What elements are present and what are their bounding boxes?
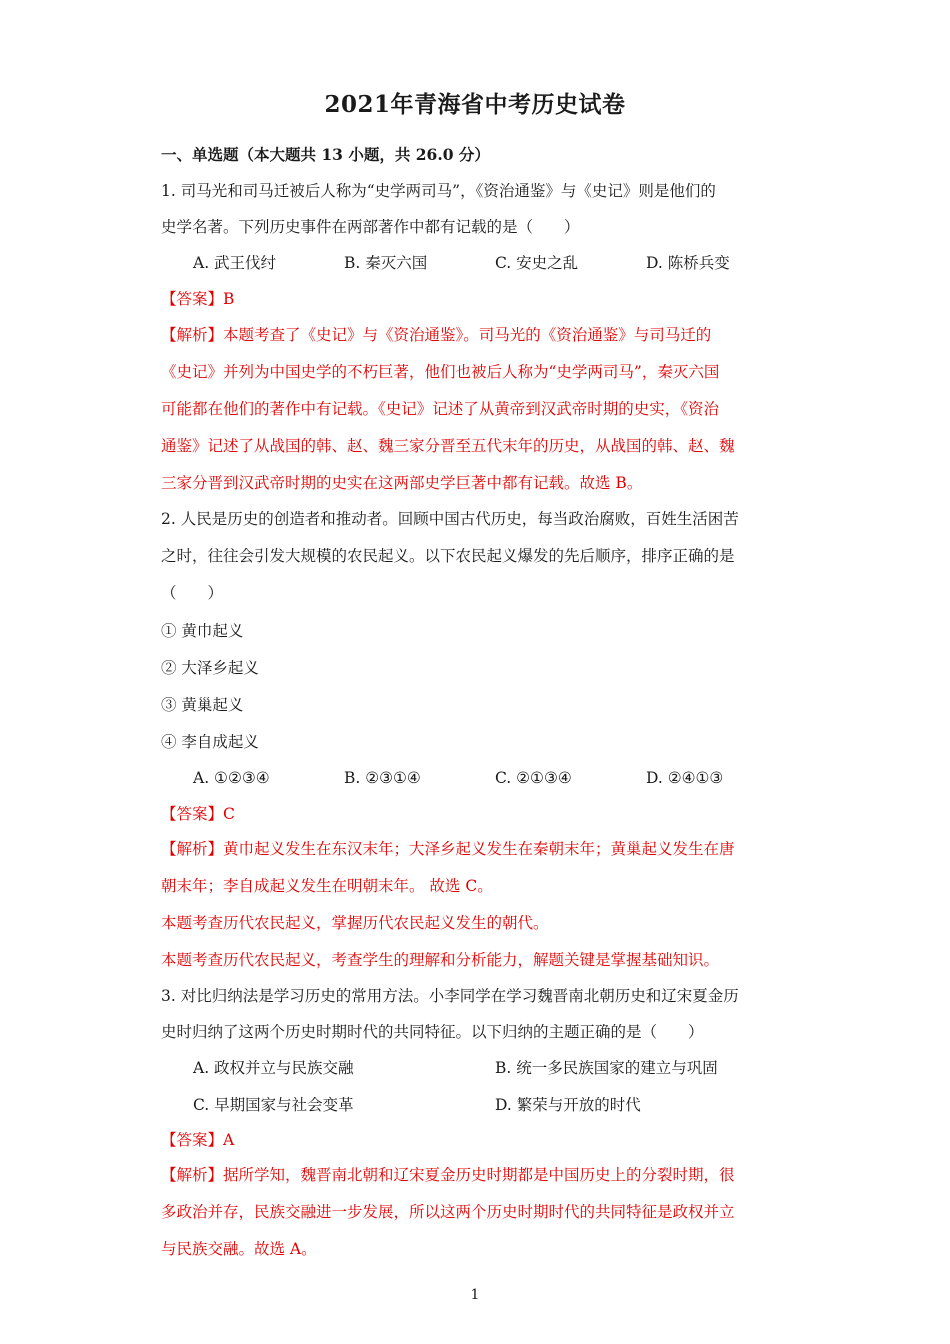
q3-analysis-line-2: 多政治并存，民族交融进一步发展，所以这两个历史时期时代的共同特征是政权并立 <box>161 1203 735 1221</box>
q1-analysis-line-4: 通鉴》记述了从战国的韩、赵、魏三家分晋至五代末年的历史，从战国的韩、赵、魏 <box>161 437 735 455</box>
q2-stem-line-2: 之时，往往会引发大规模的农民起义。以下农民起义爆发的先后顺序，排序正确的是 <box>161 547 735 565</box>
q1-answer: 【答案】B <box>161 290 235 308</box>
q3-option-a: A. 政权并立与民族交融 <box>193 1059 354 1077</box>
q2-option-d: D. ②④①③ <box>646 769 724 787</box>
q1-analysis-line-3: 可能都在他们的著作中有记载。《史记》记述了从黄帝到汉武帝时期的史实，《资治 <box>161 400 720 418</box>
q3-stem-line-2: 史时归纳了这两个历史时期时代的共同特征。以下归纳的主题正确的是（ ） <box>161 1023 704 1041</box>
q1-analysis-line-5: 三家分晋到汉武帝时期的史实在这两部史学巨著中都有记载。故选 B。 <box>161 474 643 492</box>
q1-stem-line-2: 史学名著。下列历史事件在两部著作中都有记载的是（ ） <box>161 218 580 236</box>
q1-option-b: B. 秦灭六国 <box>344 254 428 272</box>
q2-item-2: ② 大泽乡起义 <box>161 659 259 677</box>
q2-answer: 【答案】C <box>161 805 235 823</box>
q2-item-1: ① 黄巾起义 <box>161 622 244 640</box>
q2-option-c: C. ②①③④ <box>495 769 572 787</box>
q1-stem-line-1: 1. 司马光和司马迁被后人称为“史学两司马”，《资治通鉴》与《史记》则是他们的 <box>161 182 716 200</box>
q1-option-d: D. 陈桥兵变 <box>646 254 730 272</box>
q2-stem-line-3: （ ） <box>161 584 224 602</box>
q2-item-3: ③ 黄巢起义 <box>161 696 244 714</box>
q2-analysis-line-2: 朝末年；李自成起义发生在明朝末年。 故选 C。 <box>161 877 493 895</box>
q2-option-a: A. ①②③④ <box>193 769 270 787</box>
q3-option-d: D. 繁荣与开放的时代 <box>495 1096 641 1114</box>
q3-option-b: B. 统一多民族国家的建立与巩固 <box>495 1059 718 1077</box>
q1-option-a: A. 武王伐纣 <box>193 254 277 272</box>
q2-stem-line-1: 2. 人民是历史的创造者和推动者。回顾中国古代历史，每当政治腐败，百姓生活困苦 <box>161 510 739 528</box>
q3-analysis-line-3: 与民族交融。故选 A。 <box>161 1240 317 1258</box>
q1-option-c: C. 安史之乱 <box>495 254 579 272</box>
section-heading: 一、单选题（本大题共 13 小题，共 26.0 分） <box>161 145 490 164</box>
q1-analysis-line-1: 【解析】本题考查了《史记》与《资治通鉴》。司马光的《资治通鉴》与司马迁的 <box>161 326 712 344</box>
page-number: 1 <box>470 1287 480 1303</box>
page-title: 2021年青海省中考历史试卷 <box>324 91 626 118</box>
q2-item-4: ④ 李自成起义 <box>161 733 259 751</box>
q2-analysis-line-4: 本题考查历代农民起义，考查学生的理解和分析能力，解题关键是掌握基础知识。 <box>161 951 720 969</box>
q3-answer: 【答案】A <box>161 1131 235 1149</box>
q3-option-c: C. 早期国家与社会变革 <box>193 1096 354 1114</box>
q2-analysis-line-3: 本题考查历代农民起义，掌握历代农民起义发生的朝代。 <box>161 914 549 932</box>
q3-stem-line-1: 3. 对比归纳法是学习历史的常用方法。小李同学在学习魏晋南北朝历史和辽宋夏金历 <box>161 987 739 1005</box>
q2-analysis-line-1: 【解析】黄巾起义发生在东汉末年；大泽乡起义发生在秦朝末年；黄巢起义发生在唐 <box>161 840 735 858</box>
q2-option-b: B. ②③①④ <box>344 769 421 787</box>
q3-analysis-line-1: 【解析】据所学知，魏晋南北朝和辽宋夏金历史时期都是中国历史上的分裂时期，很 <box>161 1166 735 1184</box>
q1-analysis-line-2: 《史记》并列为中国史学的不朽巨著，他们也被后人称为“史学两司马”，秦灭六国 <box>161 363 720 381</box>
